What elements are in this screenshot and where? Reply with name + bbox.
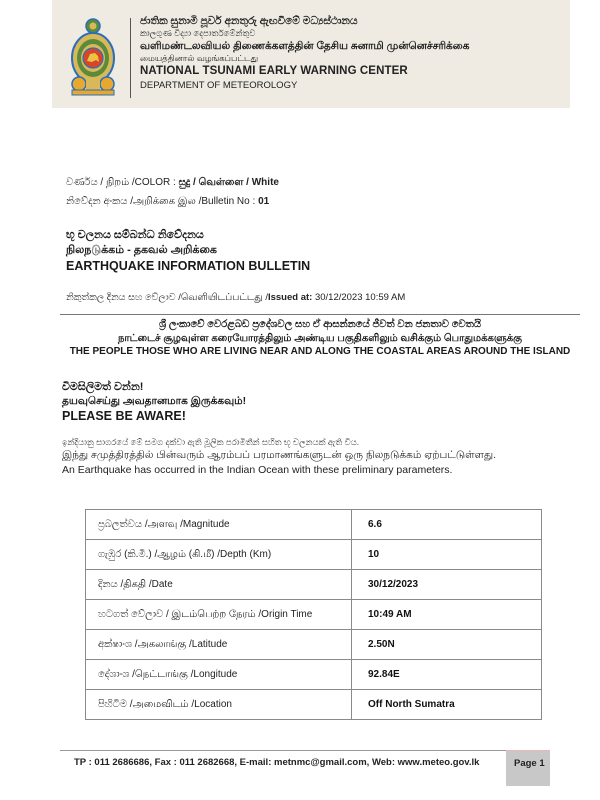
title-english: EARTHQUAKE INFORMATION BULLETIN bbox=[66, 259, 311, 273]
table-row bbox=[86, 660, 542, 690]
parameter-value: 92.84E bbox=[352, 660, 542, 690]
title-sinhala: භූ චලනය සම්බන්ධ නිවේදනය bbox=[66, 229, 204, 241]
header-tamil-subtitle: மையத்தினால் வழங்கப்பட்டது bbox=[140, 53, 259, 63]
title-tamil: நிலநடுக்கம் - தகவல் அறிக்கை bbox=[66, 244, 217, 256]
table-row bbox=[86, 510, 542, 540]
issued-label: නිකුත්කල දිනය සහ වේලාව /வெளியிடப்பட்டது / bbox=[66, 292, 268, 303]
parameter-label: දේශාංශ /நெட்டாங்கு /Longitude bbox=[86, 660, 352, 690]
header-sinhala-title: ජාතික සුනාමි පූර්ව අනතුරු ඇඟවීමේ මධ්‍යස්ථානය bbox=[140, 15, 358, 27]
audience-english: THE PEOPLE THOSE WHO ARE LIVING NEAR AND ALONG THE COASTAL AREAS AROUND THE ISLAND bbox=[69, 346, 571, 357]
aware-sinhala: විමසිලිමත් වන්න! bbox=[62, 381, 144, 393]
letterhead bbox=[52, 0, 570, 108]
color-value: සුදු / வெள்ளை / White bbox=[178, 177, 279, 188]
aware-tamil: தயவுசெய்து அவதானமாக இருக்கவும்! bbox=[62, 395, 247, 407]
header-english-subtitle: DEPARTMENT OF METEOROLOGY bbox=[140, 80, 298, 91]
sri-lanka-emblem-icon bbox=[70, 16, 116, 96]
aware-block bbox=[62, 380, 246, 425]
parameter-value: 6.6 bbox=[352, 510, 542, 540]
footer-divider bbox=[60, 750, 517, 751]
footer-contact: TP : 011 2686686, Fax : 011 2682668, E-mail: metnmc@gmail.com, Web: www.meteo.gov.lk bbox=[74, 757, 480, 768]
parameter-value: 10:49 AM bbox=[352, 600, 542, 630]
bulletin-number-label: නිවේදන අංකය /அறிக்கை இல /Bulletin No : bbox=[66, 196, 259, 207]
table-row bbox=[86, 630, 542, 660]
table-row bbox=[86, 570, 542, 600]
parameter-label: අක්ෂාංශ /அகலாங்கு /Latitude bbox=[86, 630, 352, 660]
audience-tamil: நாட்டைச் சூழவுள்ள கரையோரத்திலும் அண்டிய பகுதிகளிலும் வசிக்கும் பொதுமக்களுக்கு bbox=[117, 332, 522, 344]
header-tamil-title: வளிமண்டலவியல் திணைக்களத்தின் தேசிய சுனாமி முன்னெச்சரிக்கை bbox=[140, 40, 470, 52]
table-row bbox=[86, 690, 542, 720]
parameter-label: හටගත් වේලාව / இடம்பெற்ற நேரம் /Origin Time bbox=[86, 600, 352, 630]
parameters-table bbox=[85, 509, 542, 720]
parameter-label: ගැඹුර (කි.මී.) /ஆழம் (கி.மீ) /Depth (Km) bbox=[86, 540, 352, 570]
page-number: Page 1 bbox=[506, 750, 550, 786]
intro-english: An Earthquake has occurred in the Indian Ocean with these preliminary parameters. bbox=[62, 464, 453, 476]
intro-block bbox=[62, 436, 496, 478]
parameter-label: ප්‍රබලත්වය /அளவு /Magnitude bbox=[86, 510, 352, 540]
section-divider bbox=[60, 314, 580, 315]
bulletin-number-line bbox=[66, 196, 269, 208]
color-label: වර්ණය / நிறம் /COLOR : bbox=[66, 177, 179, 188]
audience-sinhala: ශ්‍රී ලංකාවේ වෙරළබඩ ප්‍රදේශවල සහ ඒ ආසන්නයේ ජීවත් වන ජනතාව වෙතයි bbox=[158, 319, 482, 330]
aware-english: PLEASE BE AWARE! bbox=[62, 409, 186, 423]
parameter-value: 10 bbox=[352, 540, 542, 570]
parameter-value: Off North Sumatra bbox=[352, 690, 542, 720]
header-divider bbox=[130, 18, 131, 98]
parameter-value: 2.50N bbox=[352, 630, 542, 660]
header-sinhala-subtitle: කාලගුණ විද්‍යා දෙපාර්තමේන්තුව bbox=[140, 28, 256, 38]
bulletin-number-value: 01 bbox=[258, 196, 270, 207]
audience-block bbox=[60, 318, 580, 359]
bulletin-title bbox=[66, 228, 310, 275]
table-row bbox=[86, 600, 542, 630]
issued-label-en: Issued at: bbox=[267, 292, 315, 303]
issued-value: 30/12/2023 10:59 AM bbox=[314, 292, 406, 303]
parameter-value: 30/12/2023 bbox=[352, 570, 542, 600]
issued-line bbox=[66, 292, 405, 304]
parameter-label: පිහිටීම /அமைவிடம் /Location bbox=[86, 690, 352, 720]
table-row bbox=[86, 540, 542, 570]
intro-tamil: இந்து சமுத்திரத்தில் பின்வரும் ஆரம்பப் பரமாணங்களுடன் ஒரு நிலநடுக்கம் ஏற்பட்டுள்ளது. bbox=[62, 449, 497, 461]
parameter-label: දිනය /திகதி /Date bbox=[86, 570, 352, 600]
intro-sinhala: ඉන්දියානු සාගරයේ මේ සමග දක්වා ඇති මූලික පරාමිතීන් සහිත භූ චලනයක් ඇති විය. bbox=[62, 437, 360, 447]
header-text bbox=[140, 14, 469, 92]
color-line bbox=[66, 177, 279, 189]
header-english-title: NATIONAL TSUNAMI EARLY WARNING CENTER bbox=[140, 65, 408, 77]
